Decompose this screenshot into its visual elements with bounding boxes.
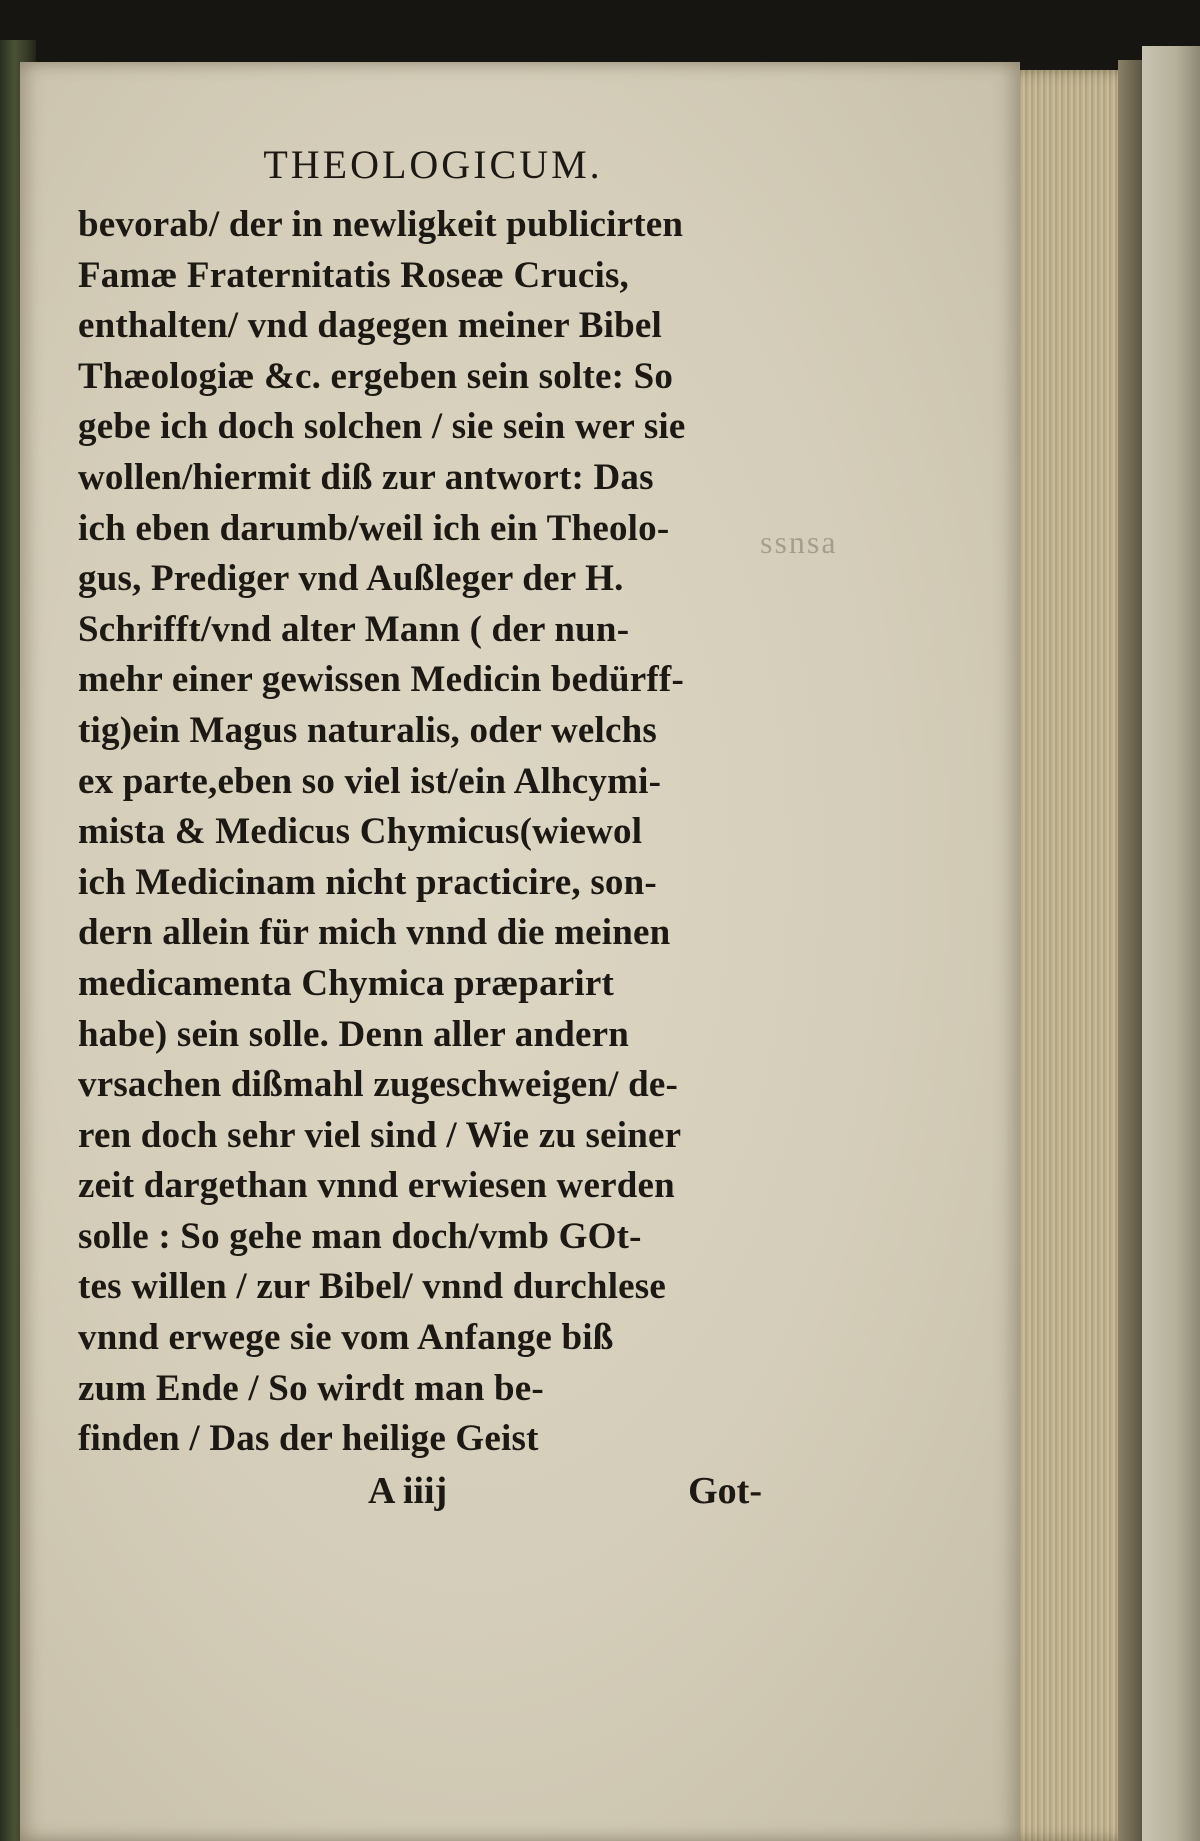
catchword: Got- (688, 1469, 762, 1512)
text-line: mehr einer gewissen Medicin bedürff- (78, 659, 684, 701)
book-cover-edge (1142, 46, 1200, 1841)
text-line: mista & Medicus Chymicus(wiewol (78, 811, 643, 853)
text-line: dern allein für mich vnnd die meinen (78, 912, 671, 954)
text-block (78, 134, 762, 1517)
text-line: ich Medicinam nicht practicire, son- (78, 861, 657, 903)
text-line: Thæologiæ &c. ergeben sein solte: So (78, 355, 674, 397)
text-line: Schrifft/vnd alter Mann ( der nun- (78, 608, 630, 650)
text-line: tes willen / zur Bibel/ vnnd durchlese (78, 1266, 667, 1308)
page-edge-shadow (1118, 60, 1142, 1841)
text-line: medicamenta Chymica præparirt (78, 962, 615, 1004)
text-line: solle : So gehe man doch/vmb GOt- (78, 1215, 642, 1257)
text-line: ex parte,eben so viel ist/ein Alhcymi- (78, 760, 662, 802)
signature-mark: A iiij (368, 1469, 448, 1512)
text-line: habe) sein solle. Denn aller andern (78, 1013, 630, 1055)
text-line: bevorab/ der in newligkeit publicirten (78, 204, 684, 245)
text-line: zum Ende / So wirdt man be- (78, 1367, 544, 1409)
text-line: enthalten/ vnd dagegen meiner Bibel (78, 305, 662, 347)
text-line: ich eben darumb/weil ich ein Theolo- (78, 507, 670, 549)
text-line: wollen/hiermit diß zur antwort: Das (78, 456, 654, 498)
text-line: ren doch sehr viel sind / Wie zu seiner (78, 1114, 682, 1156)
text-line: tig)ein Magus naturalis, oder welchs (78, 709, 657, 751)
text-line: vrsachen dißmahl zugeschweigen/ de- (78, 1064, 679, 1106)
text-line: gus, Prediger vnd Außleger der H. (78, 558, 624, 600)
text-line: gebe ich doch solchen / sie sein wer sie (78, 406, 686, 448)
text-line: vnnd erwege sie vom Anfange biß (78, 1317, 614, 1359)
running-head: THEOLOGICUM. (263, 142, 603, 187)
text-line: Famæ Fraternitatis Roseæ Crucis, (78, 254, 629, 296)
page-footer (78, 1465, 762, 1517)
text-line: zeit dargethan vnnd erwiesen werden (78, 1165, 675, 1207)
bleed-through-text: ssnsa (760, 524, 838, 560)
text-line: finden / Das der heilige Geist (78, 1418, 539, 1460)
